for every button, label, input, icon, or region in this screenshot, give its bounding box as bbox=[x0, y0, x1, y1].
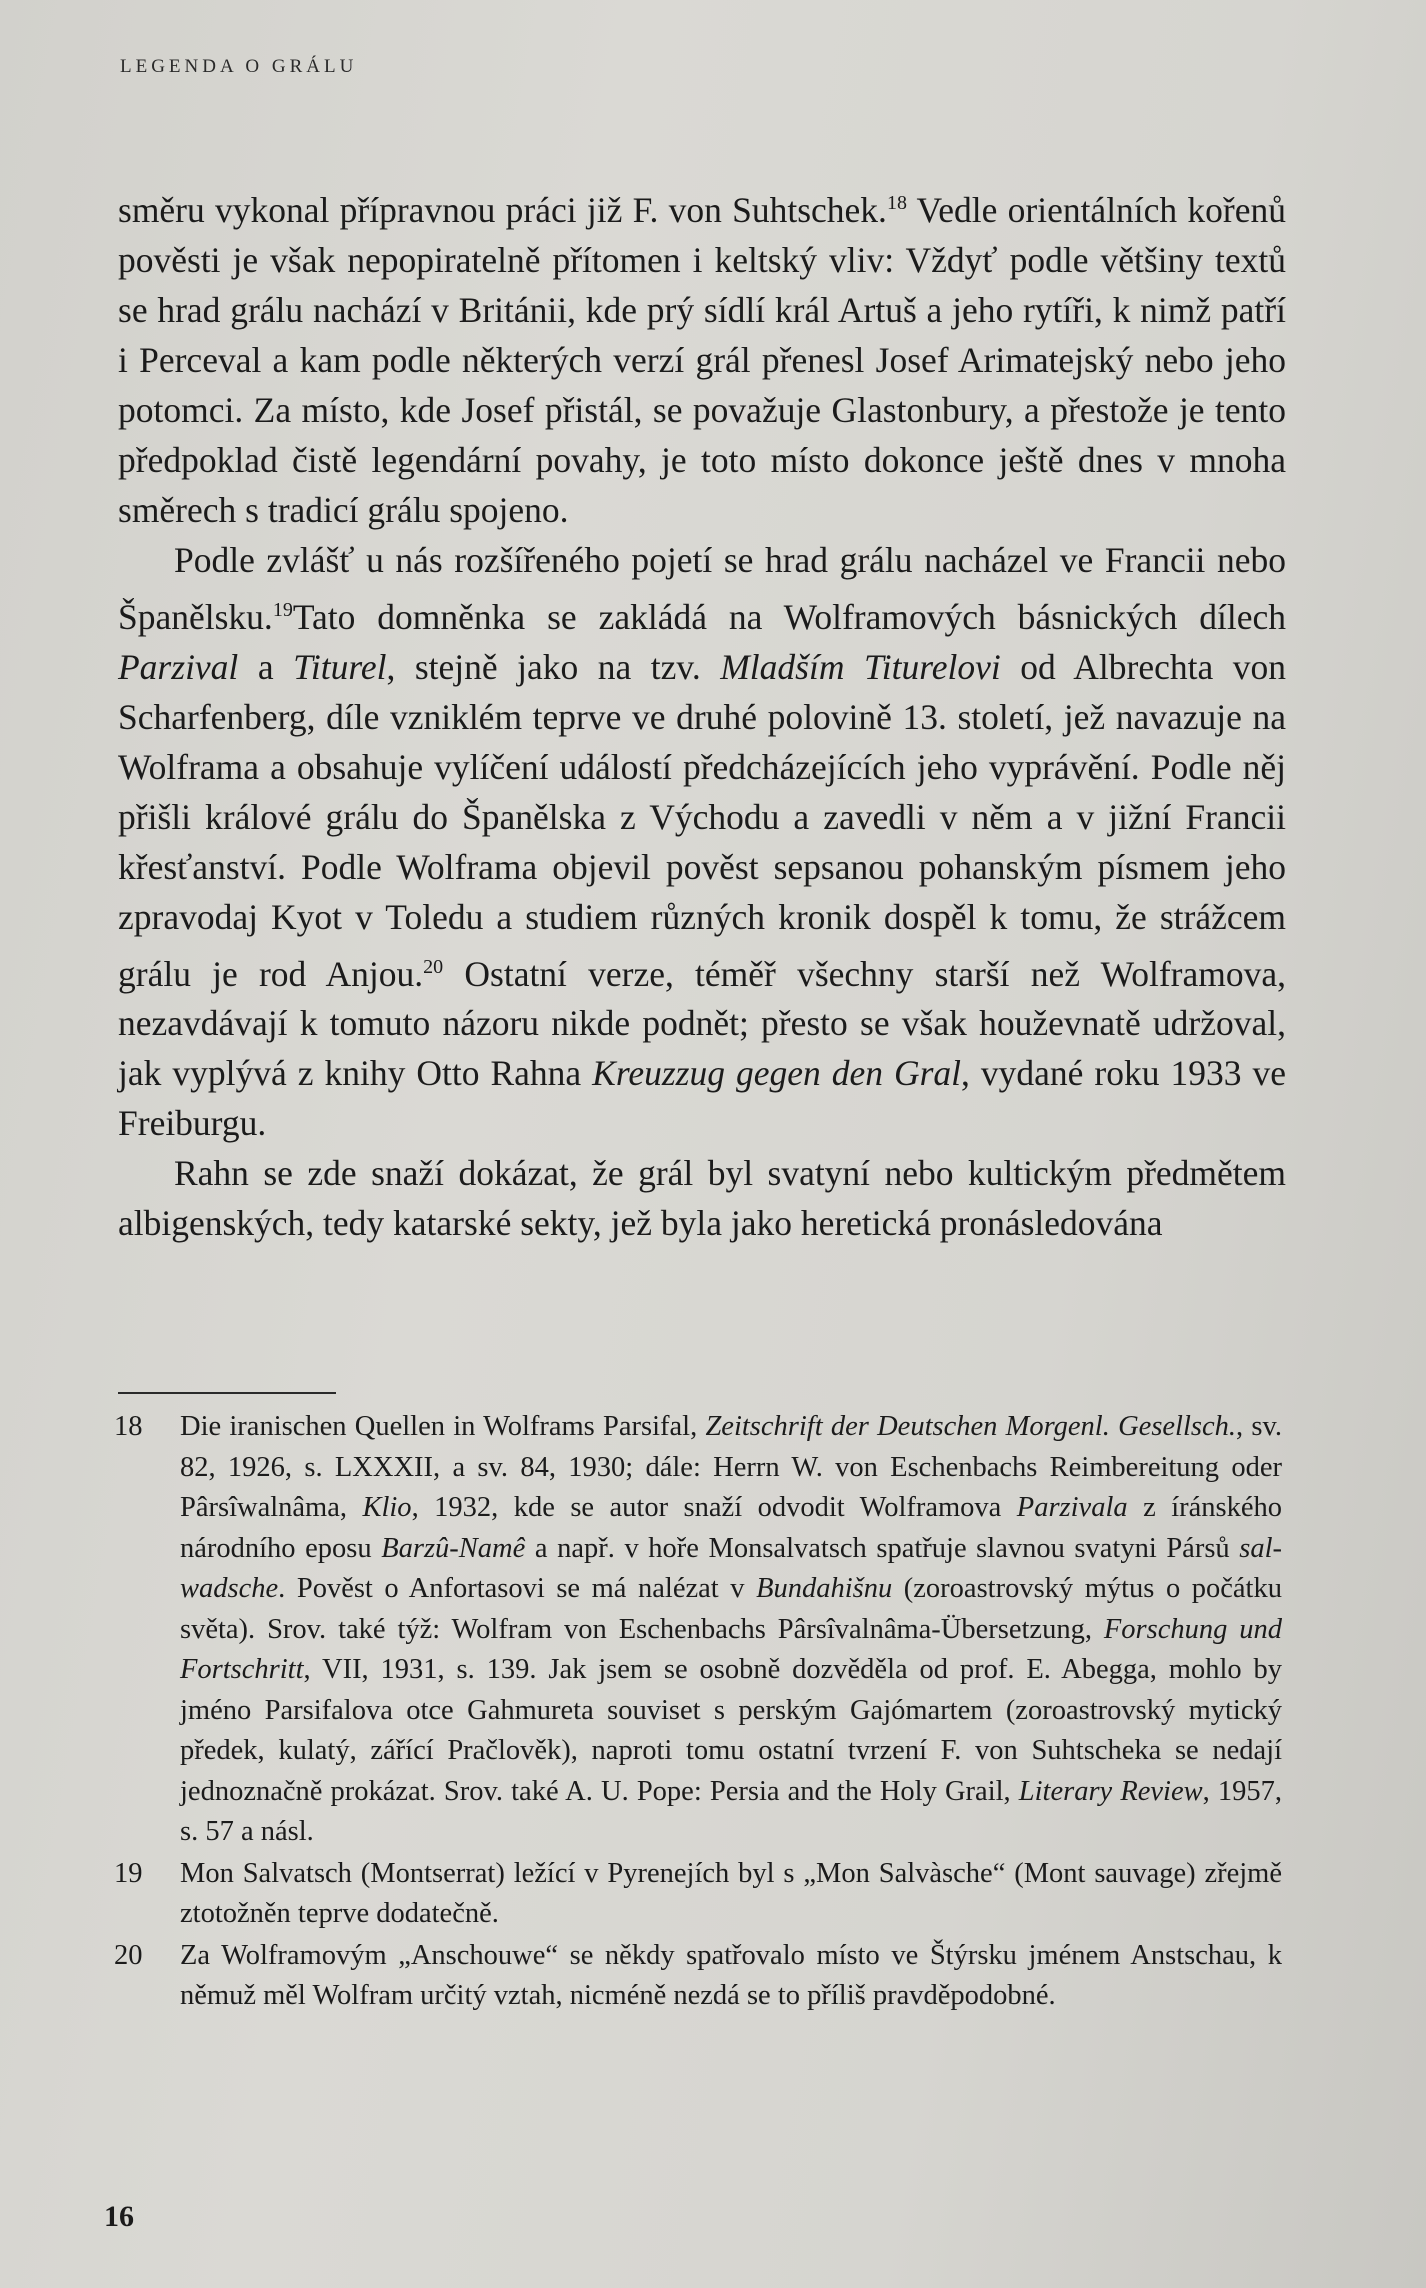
footnote-ref-19: 19 bbox=[272, 598, 293, 621]
paragraph-text: od Albrechta von Scharfenberg, díle vzniklém teprve ve druhé polovině 13. století, jež navazuje na Wolframa a obsahuje vylíčení událostí předcházejících jeho vyprávění. Podle něj přišli králové grálu do Španělska z Východu a zavedli v něm a v jižní Francii křesťanství. Podle Wolframa objevil pověst sepsanou pohanským písmem jeho zpravodaj Kyot v Toledu a studiem různých kronik dospěl k tomu, že strážcem grálu je rod Anjou. bbox=[118, 646, 1287, 994]
paragraph-2 bbox=[118, 535, 1286, 1149]
footnote-italic: Literary Review bbox=[1018, 1775, 1203, 1807]
footnote-ref-20: 20 bbox=[423, 955, 444, 978]
work-title: Parzival bbox=[118, 646, 239, 687]
footnote-italic: Barzû-Namê bbox=[381, 1532, 526, 1564]
paragraph-text: směru vykonal přípravnou práci již F. von Suhtschek. bbox=[118, 189, 887, 230]
footnote-text: Die iranischen Quellen in Wolframs Parsifal, bbox=[180, 1411, 706, 1442]
footnote-text: , 1932, kde se autor snaží odvodit Wolframova bbox=[411, 1492, 1017, 1523]
footnote-text: (zoroastrovský mýtus o počátku světa). Srov. také týž: Wolfram von Eschenbachs Pârsîvalnâma-Übersetzung, bbox=[180, 1573, 1282, 1645]
footnote-italic: sal-wadsche bbox=[180, 1532, 1282, 1604]
paragraph-3: Rahn se zde snaží dokázat, že grál byl svatyní nebo kultickým předmětem albigenských, tedy katarské sekty, jež byla jako heretická pronásledována bbox=[118, 1153, 1286, 1244]
paragraph-text: Podle zvlášť u nás rozšířeného pojetí se hrad grálu nacházel ve Francii nebo Španělsku. bbox=[118, 539, 1286, 637]
paragraph-text: , vydané roku 1933 ve Freiburgu. bbox=[118, 1053, 1286, 1144]
footnote-18 bbox=[104, 1407, 1282, 1853]
paragraph-1 bbox=[118, 178, 1286, 535]
footnote-text: a např. v hoře Monsalvatsch spatřuje slavnou svatyni Pársů bbox=[525, 1532, 1240, 1564]
footnote-text: , 1957, s. 57 a násl. bbox=[180, 1775, 1282, 1847]
footnote-italic: Bundahišnu bbox=[756, 1573, 893, 1604]
footnotes bbox=[104, 1407, 1282, 2018]
footnote-italic: Klio bbox=[362, 1492, 412, 1523]
footnote-number: 19 bbox=[114, 1857, 143, 1889]
work-title: Mladším Titurelovi bbox=[720, 646, 1001, 687]
footnote-ref-18: 18 bbox=[886, 192, 907, 214]
page-number: 16 bbox=[104, 2200, 134, 2233]
paragraph-text: Vedle orientálních kořenů pověsti je však nepopiratelně přítomen i keltský vliv: Vždyť podle většiny textů se hrad grálu nachází v Británii, kde prý sídlí král Artuš a jeho rytíři, k nimž patří i Perceval a kam podle některých verzí grál přenesl Josef Arimatejský nebo jeho potomci. Za místo, kde Josef přistál, se považuje Glastonbury, a přestože je tento předpoklad čistě legendární povahy, je toto místo dokonce ještě dnes v mnoha směrech s tradicí grálu spojeno. bbox=[118, 189, 1287, 530]
footnote-19 bbox=[104, 1854, 1282, 1935]
footnote-italic: Parzivala bbox=[1016, 1492, 1128, 1523]
paragraph-text: Tato domněnka se zakládá na Wolframových básnických dílech bbox=[292, 596, 1286, 637]
work-title: Kreuzzug gegen den Gral bbox=[592, 1053, 962, 1094]
footnote-20 bbox=[104, 1936, 1282, 2017]
footnote-text: Za Wolframovým „Anschouwe“ se někdy spatřovalo místo ve Štýrsku jménem Anstschau, k němuž měl Wolfram určitý vztah, nicméně nezdá se to příliš pravděpodobné. bbox=[180, 1939, 1282, 2011]
running-head: LEGENDA O GRÁLU bbox=[120, 56, 358, 77]
footnote-italic: Zeitschrift der Deutschen Morgenl. Gesellsch. bbox=[705, 1411, 1237, 1442]
paragraph-text: Ostatní verze, téměř všechny starší než Wolframova, nezavdávají k tomuto názoru nikde podnět; přesto se však houževnatě udržoval, jak vyplývá z knihy Otto Rahna bbox=[118, 953, 1286, 1094]
footnote-text: Mon Salvatsch (Montserrat) ležící v Pyrenejích byl s „Mon Salvàsche“ (Mont sauvage) zřejmě ztotožněn teprve dodatečně. bbox=[180, 1857, 1282, 1929]
footnote-text: , VII, 1931, s. 139. Jak jsem se osobně dozvěděla od prof. E. Abegga, mohlo by jméno Parsifalova otce Gahmureta souviset s perským Gajómartem (zoroastrovský mytický předek, kulatý, zářící Pračlověk), naproti tomu ostatní tvrzení F. von Suhtscheka se nedají jednoznačně prokázat. Srov. také A. U. Pope: Persia and the Holy Grail, bbox=[180, 1654, 1282, 1807]
footnote-text: z íránského národního eposu bbox=[180, 1492, 1282, 1564]
footnote-number: 18 bbox=[114, 1411, 143, 1442]
footnote-italic: Forschung und Fortschritt bbox=[180, 1613, 1282, 1685]
footnote-rule bbox=[118, 1392, 336, 1394]
paragraph-text: a bbox=[238, 646, 294, 687]
work-title: Titurel bbox=[293, 646, 387, 687]
paragraph-text: , stejně jako na tzv. bbox=[386, 646, 721, 687]
footnote-number: 20 bbox=[114, 1939, 143, 1971]
main-text bbox=[118, 178, 1286, 1248]
footnote-text: , sv. 82, 1926, s. LXXXII, a sv. 84, 1930; dále: Herrn W. von Eschenbachs Reimbereitung oder Pârsîwalnâma, bbox=[180, 1411, 1282, 1523]
footnote-text: . Pověst o Anfortasovi se má nalézat v bbox=[278, 1573, 757, 1604]
